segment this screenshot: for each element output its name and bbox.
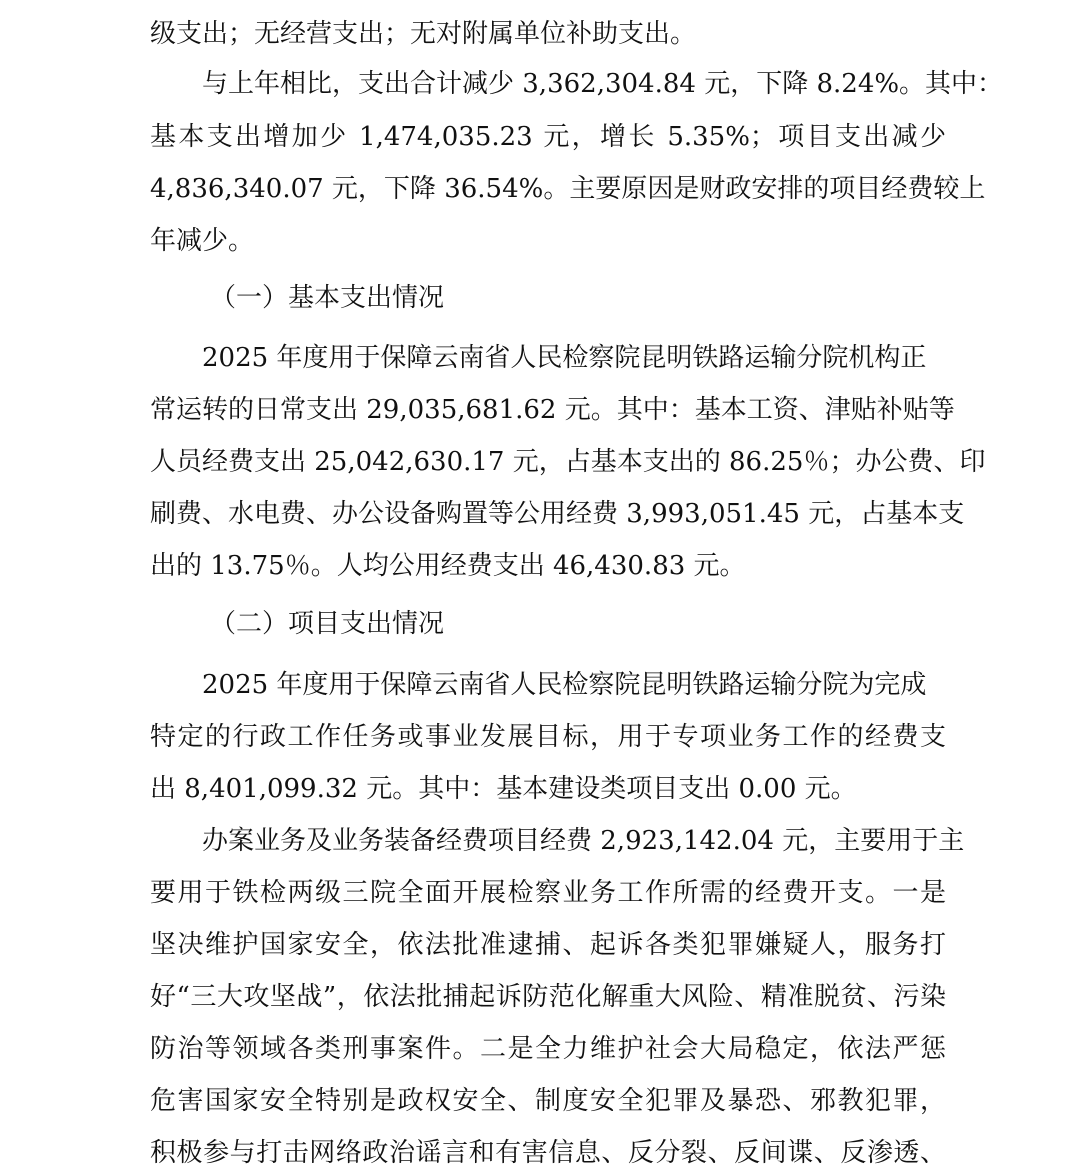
text-line: 好“三大攻坚战”，依法批捕起诉防范化解重大风险、精准脱贫、污染 [150,982,946,1012]
text-line: 常运转的日常支出 29,035,681.62 元。其中：基本工资、津贴补贴等 [150,395,955,425]
paragraph-first-line: 2025 年度用于保障云南省人民检察院昆明铁路运输分院机构正 [202,343,927,373]
text-line: 出 8,401,099.32 元。其中：基本建设类项目支出 0.00 元。 [150,774,857,804]
text-line: 危害国家安全特别是政权安全、制度安全犯罪及暴恐、邪教犯罪， [150,1086,946,1116]
text-line: 级支出；无经营支出；无对附属单位补助支出。 [150,19,697,49]
text-line: 要用于铁检两级三院全面开展检察业务工作所需的经费开支。一是 [150,878,946,908]
section-heading: （二）项目支出情况 [210,609,445,639]
text-line: 特定的行政工作任务或事业发展目标，用于专项业务工作的经费支 [150,722,946,752]
paragraph-first-line: 2025 年度用于保障云南省人民检察院昆明铁路运输分院为完成 [202,670,927,700]
text-line: 人员经费支出 25,042,630.17 元，占基本支出的 86.25％；办公费、印 [150,447,986,477]
text-line: 防治等领域各类刑事案件。二是全力维护社会大局稳定，依法严惩 [150,1034,946,1064]
text-line: 4,836,340.07 元，下降 36.54%。主要原因是财政安排的项目经费较上 [150,174,986,204]
text-line: 积极参与打击网络政治谣言和有害信息、反分裂、反间谍、反渗透、 [150,1138,946,1168]
text-line: 基本支出增加少 1,474,035.23 元，增长 5.35%；项目支出减少 [150,122,946,152]
text-line: 刷费、水电费、办公设备购置等公用经费 3,993,051.45 元，占基本支 [150,499,965,529]
section-heading: （一）基本支出情况 [210,283,445,313]
paragraph-first-line: 与上年相比，支出合计减少 3,362,304.84 元，下降 8.24%。其中： [202,69,1004,99]
text-line: 坚决维护国家安全，依法批准逮捕、起诉各类犯罪嫌疑人，服务打 [150,930,946,960]
text-line: 年减少。 [150,226,255,256]
paragraph-first-line: 办案业务及业务装备经费项目经费 2,923,142.04 元，主要用于主 [202,826,965,856]
text-line: 出的 13.75％。人均公用经费支出 46,430.83 元。 [150,551,746,581]
